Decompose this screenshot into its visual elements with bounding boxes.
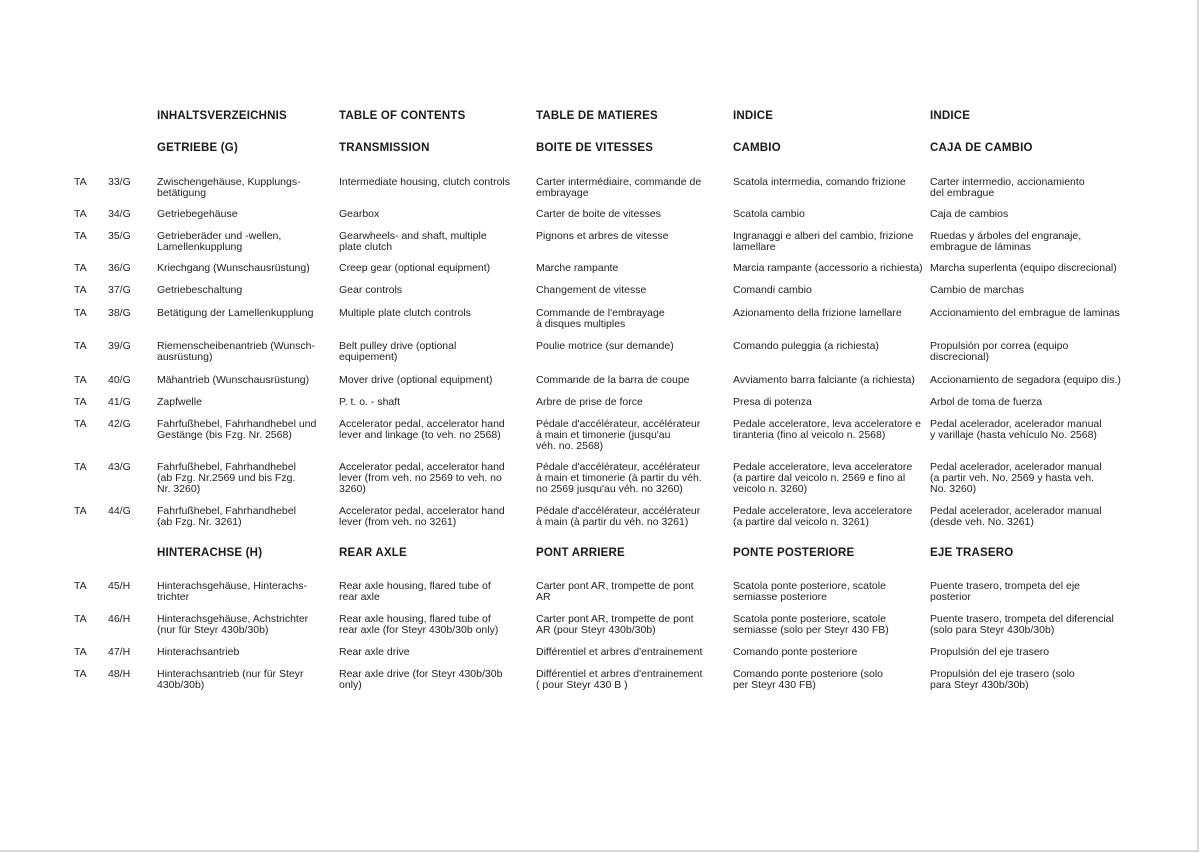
cell-it: Ingranaggi e alberi del cambio, frizione lamellare — [733, 230, 914, 253]
cell-de: Zwischengehäuse, Kupplungs- betätigung — [157, 176, 301, 199]
row-prefix: TA — [74, 262, 87, 274]
row-prefix: TA — [74, 668, 87, 680]
row-prefix: TA — [74, 307, 87, 319]
cell-fr: Commande de l'embrayage à disques multiples — [536, 307, 665, 330]
cell-es: Marcha superlenta (equipo discrecional) — [930, 262, 1117, 274]
cell-en: Creep gear (optional equipment) — [339, 262, 491, 274]
row-prefix: TA — [74, 418, 87, 430]
cell-de: Fahrfußhebel, Fahrhandhebel und Gestänge (bis Fzg. Nr. 2568) — [157, 418, 317, 441]
cell-fr: Carter pont AR, trompette de pont AR (pour Steyr 430b/30b) — [536, 613, 694, 636]
cell-en: Gear controls — [339, 284, 403, 296]
cell-de: Fahrfußhebel, Fahrhandhebel (ab Fzg. Nr. 3261) — [157, 505, 296, 528]
cell-es: Propulsión por correa (equipo discrecional) — [930, 340, 1069, 363]
cell-en: Accelerator pedal, accelerator hand lever (from veh. no 3261) — [339, 505, 505, 528]
cell-fr: Carter intermédiaire, commande de embrayage — [536, 176, 702, 199]
section-heading-fr: BOITE DE VITESSES — [536, 142, 654, 154]
cell-it: Comandi cambio — [733, 284, 812, 296]
cell-fr: Changement de vitesse — [536, 284, 647, 296]
column-header-es: INDICE — [930, 110, 971, 122]
row-prefix: TA — [74, 208, 87, 220]
cell-en: Rear axle drive — [339, 646, 410, 658]
row-prefix: TA — [74, 230, 87, 242]
cell-de: Hinterachsantrieb — [157, 646, 240, 658]
section-heading-es: EJE TRASERO — [930, 547, 1014, 559]
cell-de: Hinterachsgehäuse, Achstrichter (nur für Steyr 430b/30b) — [157, 613, 309, 636]
cell-it: Pedale acceleratore, leva acceleratore e tiranteria (fino al veicolo n. 2568) — [733, 418, 921, 441]
cell-de: Getriebegehäuse — [157, 208, 238, 220]
cell-de: Kriechgang (Wunschausrüstung) — [157, 262, 310, 274]
cell-fr: Pédale d'accélérateur, accélérateur à main et timonerie (à partir du véh. no 2569 jusqu'au véh. no 3260) — [536, 461, 702, 495]
row-prefix: TA — [74, 505, 87, 517]
cell-de: Getriebeschaltung — [157, 284, 243, 296]
cell-it: Scatola ponte posteriore, scatole semiasse (solo per Steyr 430 FB) — [733, 613, 889, 636]
row-code: 46/H — [108, 613, 131, 625]
cell-fr: Commande de la barra de coupe — [536, 374, 690, 386]
cell-it: Presa di potenza — [733, 396, 812, 408]
cell-es: Pedal acelerador, acelerador manual y varillaje (hasta vehículo No. 2568) — [930, 418, 1102, 441]
cell-it: Scatola ponte posteriore, scatole semiasse posteriore — [733, 580, 886, 603]
cell-fr: Poulie motrice (sur demande) — [536, 340, 674, 352]
cell-fr: Pédale d'accélérateur, accélérateur à main (à partir du véh. no 3261) — [536, 505, 701, 528]
row-code: 39/G — [108, 340, 131, 352]
cell-it: Comando ponte posteriore (solo per Steyr 430 FB) — [733, 668, 884, 691]
row-prefix: TA — [74, 646, 87, 658]
cell-de: Hinterachsantrieb (nur für Steyr 430b/30b) — [157, 668, 304, 691]
cell-it: Marcia rampante (accessorio a richiesta) — [733, 262, 923, 274]
cell-es: Accionamiento de segadora (equipo dis.) — [930, 374, 1121, 386]
row-code: 45/H — [108, 580, 131, 592]
cell-it: Scatola cambio — [733, 208, 805, 220]
cell-it: Comando puleggia (a richiesta) — [733, 340, 879, 352]
column-header-fr: TABLE DE MATIERES — [536, 110, 658, 122]
cell-it: Comando ponte posteriore — [733, 646, 858, 658]
row-code: 42/G — [108, 418, 131, 430]
cell-es: Carter intermedio, accionamiento del embrague — [930, 176, 1085, 199]
section-heading-en: TRANSMISSION — [339, 142, 430, 154]
cell-fr: Pignons et arbres de vitesse — [536, 230, 669, 242]
cell-es: Puente trasero, trompeta del eje posterior — [930, 580, 1081, 603]
section-heading-it: PONTE POSTERIORE — [733, 547, 855, 559]
cell-de: Mähantrieb (Wunschausrüstung) — [157, 374, 310, 386]
cell-es: Accionamiento del embrague de laminas — [930, 307, 1120, 319]
section-heading-es: CAJA DE CAMBIO — [930, 142, 1033, 154]
cell-en: Multiple plate clutch controls — [339, 307, 471, 319]
cell-fr: Différentiel et arbres d'entrainement — [536, 646, 703, 658]
cell-en: Rear axle housing, flared tube of rear axle (for Steyr 430b/30b only) — [339, 613, 499, 636]
cell-es: Pedal acelerador, acelerador manual (desde veh. No. 3261) — [930, 505, 1102, 528]
row-prefix: TA — [74, 374, 87, 386]
cell-es: Cambio de marchas — [930, 284, 1024, 296]
cell-es: Propulsión del eje trasero (solo para Steyr 430b/30b) — [930, 668, 1075, 691]
row-code: 40/G — [108, 374, 131, 386]
row-prefix: TA — [74, 284, 87, 296]
row-prefix: TA — [74, 396, 87, 408]
cell-de: Betätigung der Lamellenkupplung — [157, 307, 314, 319]
row-prefix: TA — [74, 580, 87, 592]
cell-es: Caja de cambios — [930, 208, 1009, 220]
column-header-it: INDICE — [733, 110, 774, 122]
cell-fr: Marche rampante — [536, 262, 619, 274]
cell-it: Scatola intermedia, comando frizione — [733, 176, 906, 188]
row-prefix: TA — [74, 176, 87, 188]
cell-en: P. t. o. - shaft — [339, 396, 401, 408]
row-code: 43/G — [108, 461, 131, 473]
row-code: 35/G — [108, 230, 131, 242]
cell-es: Puente trasero, trompeta del diferencial (solo para Steyr 430b/30b) — [930, 613, 1114, 636]
cell-de: Zapfwelle — [157, 396, 202, 408]
row-code: 47/H — [108, 646, 131, 658]
cell-en: Mover drive (optional equipment) — [339, 374, 493, 386]
cell-de: Riemenscheibenantrieb (Wunsch- ausrüstung) — [157, 340, 315, 363]
cell-fr: Carter de boite de vitesses — [536, 208, 661, 220]
cell-en: Gearbox — [339, 208, 380, 220]
cell-en: Gearwheels- and shaft, multiple plate clutch — [339, 230, 487, 253]
column-header-de: INHALTSVERZEICHNIS — [157, 110, 287, 122]
section-heading-it: CAMBIO — [733, 142, 781, 154]
section-heading-de: HINTERACHSE (H) — [157, 547, 263, 559]
cell-it: Pedale acceleratore, leva acceleratore (a partire dal veicolo n. 3261) — [733, 505, 913, 528]
row-code: 34/G — [108, 208, 131, 220]
cell-en: Rear axle housing, flared tube of rear axle — [339, 580, 491, 603]
cell-en: Intermediate housing, clutch controls — [339, 176, 511, 188]
cell-it: Avviamento barra falciante (a richiesta) — [733, 374, 915, 386]
cell-en: Belt pulley drive (optional equipement) — [339, 340, 457, 363]
row-code: 48/H — [108, 668, 131, 680]
section-heading-fr: PONT ARRIERE — [536, 547, 625, 559]
cell-fr: Pédale d'accélérateur, accélérateur à main et timonerie (jusqu'au véh. no. 2568) — [536, 418, 701, 452]
cell-en: Accelerator pedal, accelerator hand lever (from veh. no 2569 to veh. no 3260) — [339, 461, 505, 495]
cell-en: Accelerator pedal, accelerator hand lever and linkage (to veh. no 2568) — [339, 418, 505, 441]
cell-de: Hinterachsgehäuse, Hinterachs- trichter — [157, 580, 307, 603]
row-code: 44/G — [108, 505, 131, 517]
cell-it: Pedale acceleratore, leva acceleratore (a partire dal veicolo n. 2569 e fino al veicolo n. 3260) — [733, 461, 913, 495]
row-code: 33/G — [108, 176, 131, 188]
row-prefix: TA — [74, 340, 87, 352]
section-heading-de: GETRIEBE (G) — [157, 142, 238, 154]
cell-it: Azionamento della frizione lamellare — [733, 307, 902, 319]
column-header-en: TABLE OF CONTENTS — [339, 110, 466, 122]
cell-fr: Différentiel et arbres d'entrainement ( pour Steyr 430 B ) — [536, 668, 703, 691]
cell-es: Ruedas y árboles del engranaje, embrague de láminas — [930, 230, 1082, 253]
cell-es: Arbol de toma de fuerza — [930, 396, 1043, 408]
cell-es: Pedal acelerador, acelerador manual (a partir veh. No. 2569 y hasta veh. No. 3260) — [930, 461, 1102, 495]
row-code: 41/G — [108, 396, 131, 408]
cell-en: Rear axle drive (for Steyr 430b/30b only) — [339, 668, 503, 691]
row-code: 36/G — [108, 262, 131, 274]
row-prefix: TA — [74, 613, 87, 625]
cell-de: Getrieberäder und -wellen, Lamellenkupplung — [157, 230, 282, 253]
cell-es: Propulsión del eje trasero — [930, 646, 1050, 658]
row-code: 38/G — [108, 307, 131, 319]
cell-fr: Arbre de prise de force — [536, 396, 643, 408]
row-code: 37/G — [108, 284, 131, 296]
cell-fr: Carter pont AR, trompette de pont AR — [536, 580, 694, 603]
cell-de: Fahrfußhebel, Fahrhandhebel (ab Fzg. Nr.2569 und bis Fzg. Nr. 3260) — [157, 461, 296, 495]
section-heading-en: REAR AXLE — [339, 547, 407, 559]
row-prefix: TA — [74, 461, 87, 473]
